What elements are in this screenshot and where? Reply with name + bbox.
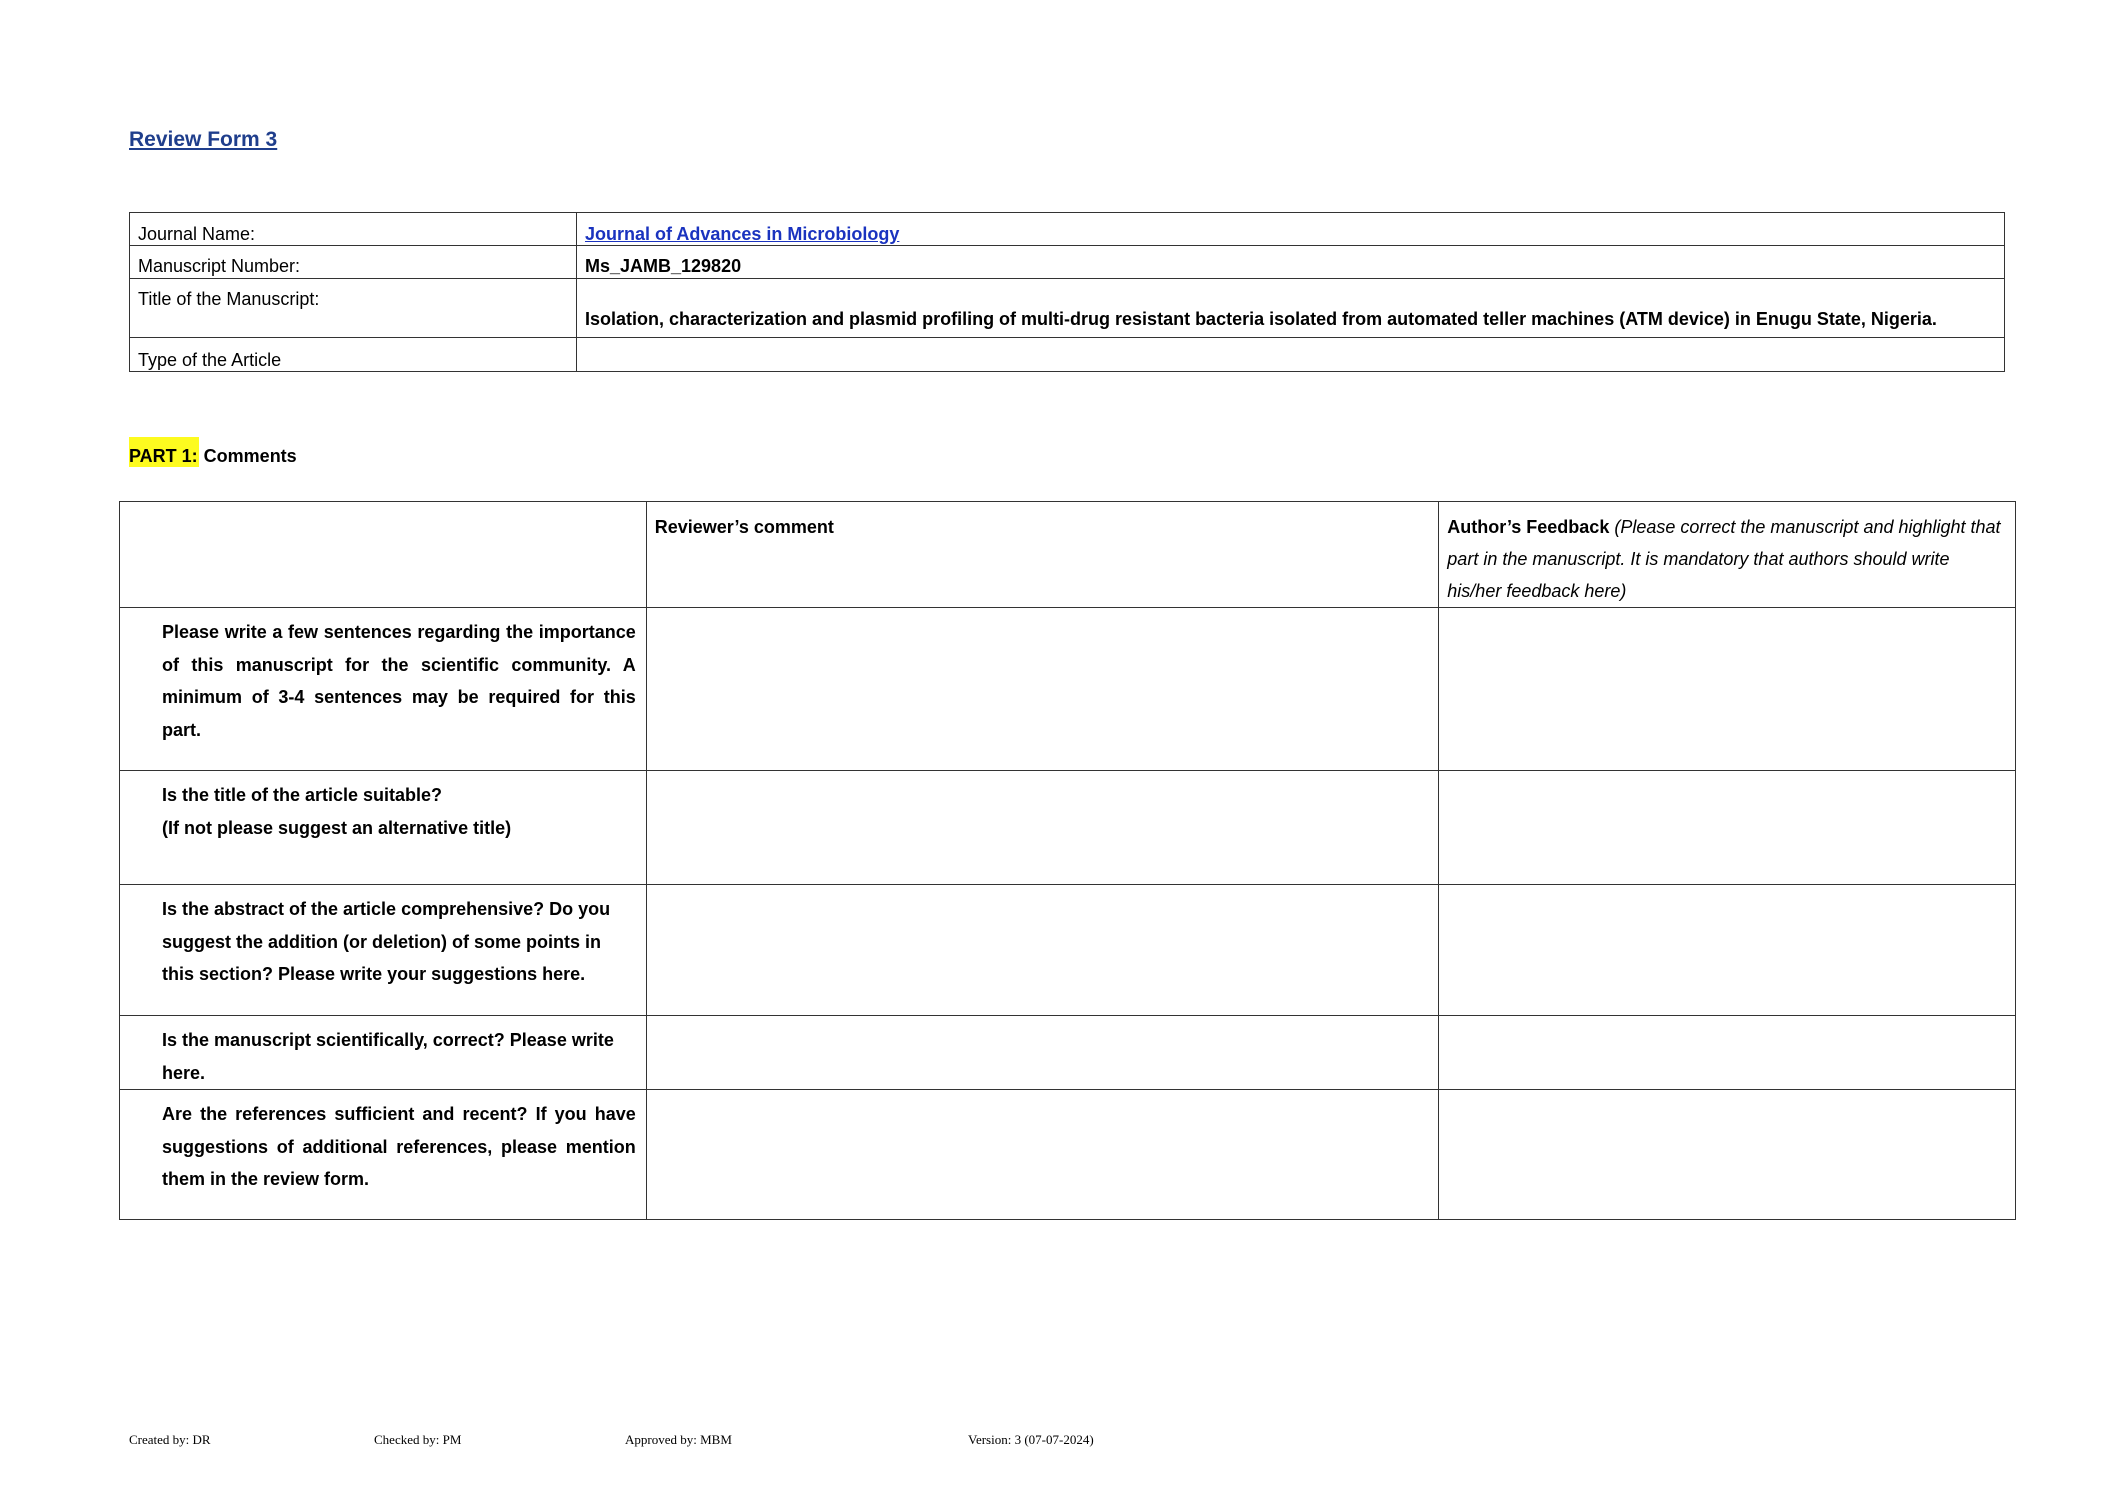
comments-header-row: [120, 502, 2016, 608]
comments-table: [119, 501, 2016, 1220]
question-header-cell: [120, 502, 647, 608]
author-feedback-cell[interactable]: [1439, 885, 2016, 1016]
author-feedback-instructions: (Please correct the manuscript and highlight that part in the manuscript. It is mandatory that authors should write his/her feedback here): [1447, 517, 2001, 601]
table-row: [120, 1016, 2016, 1090]
manuscript-number-value: Ms_JAMB_129820: [577, 246, 2005, 279]
author-feedback-cell[interactable]: [1439, 771, 2016, 885]
author-feedback-cell[interactable]: [1439, 1090, 2016, 1220]
reviewer-comment-cell[interactable]: [646, 1016, 1439, 1090]
journal-name-link[interactable]: Journal of Advances in Microbiology: [585, 224, 900, 244]
form-title: Review Form 3: [129, 128, 278, 151]
article-type-value[interactable]: [577, 338, 2005, 372]
part1-heading: [129, 437, 297, 467]
question-abstract: Is the abstract of the article comprehensive? Do you suggest the addition (or deletion) of some points in this section? Please write your suggestions here.: [120, 885, 647, 1016]
question-title-line1: Is the title of the article suitable?: [162, 785, 443, 805]
table-row: [120, 885, 2016, 1016]
question-title-suitable: [120, 771, 647, 885]
manuscript-number-label: Manuscript Number:: [130, 246, 577, 279]
footer-version: Version: 3 (07-07-2024): [968, 1432, 1094, 1447]
table-row: [120, 608, 2016, 771]
journal-name-label: Journal Name:: [130, 213, 577, 246]
footer-approved-by: Approved by: MBM: [625, 1432, 732, 1447]
article-type-label: Type of the Article: [130, 338, 577, 372]
author-feedback-header: [1439, 502, 2016, 608]
author-feedback-title: Author’s Feedback: [1447, 517, 1610, 537]
manuscript-title-label: Title of the Manuscript:: [130, 279, 577, 338]
author-feedback-cell[interactable]: [1439, 608, 2016, 771]
footer-created-by: Created by: DR: [129, 1432, 211, 1447]
question-importance: Please write a few sentences regarding the importance of this manuscript for the scientific community. A minimum of 3-4 sentences may be required for this part.: [120, 608, 647, 771]
table-row: [120, 771, 2016, 885]
reviewer-comment-header: Reviewer’s comment: [646, 502, 1439, 608]
manuscript-title-value: Isolation, characterization and plasmid profiling of multi-drug resistant bacteria isolated from automated teller machines (ATM device) in Enugu State, Nigeria.: [577, 279, 2005, 338]
reviewer-comment-cell[interactable]: [646, 771, 1439, 885]
author-feedback-cell[interactable]: [1439, 1016, 2016, 1090]
manuscript-title-row: [130, 279, 2005, 338]
reviewer-comment-cell[interactable]: [646, 608, 1439, 771]
part1-label: PART 1:: [129, 437, 199, 467]
reviewer-comment-cell[interactable]: [646, 1090, 1439, 1220]
journal-name-row: [130, 213, 2005, 246]
question-scientific: Is the manuscript scientifically, correct? Please write here.: [120, 1016, 647, 1090]
question-title-line2: (If not please suggest an alternative title): [162, 817, 512, 838]
question-references: Are the references sufficient and recent? If you have suggestions of additional references, please mention them in the review form.: [120, 1090, 647, 1220]
table-row: [120, 1090, 2016, 1220]
article-type-row: [130, 338, 2005, 372]
reviewer-comment-cell[interactable]: [646, 885, 1439, 1016]
footer-checked-by: Checked by: PM: [374, 1432, 462, 1447]
part1-title: Comments: [198, 446, 297, 466]
manuscript-info-table: [129, 212, 2005, 372]
manuscript-number-row: [130, 246, 2005, 279]
